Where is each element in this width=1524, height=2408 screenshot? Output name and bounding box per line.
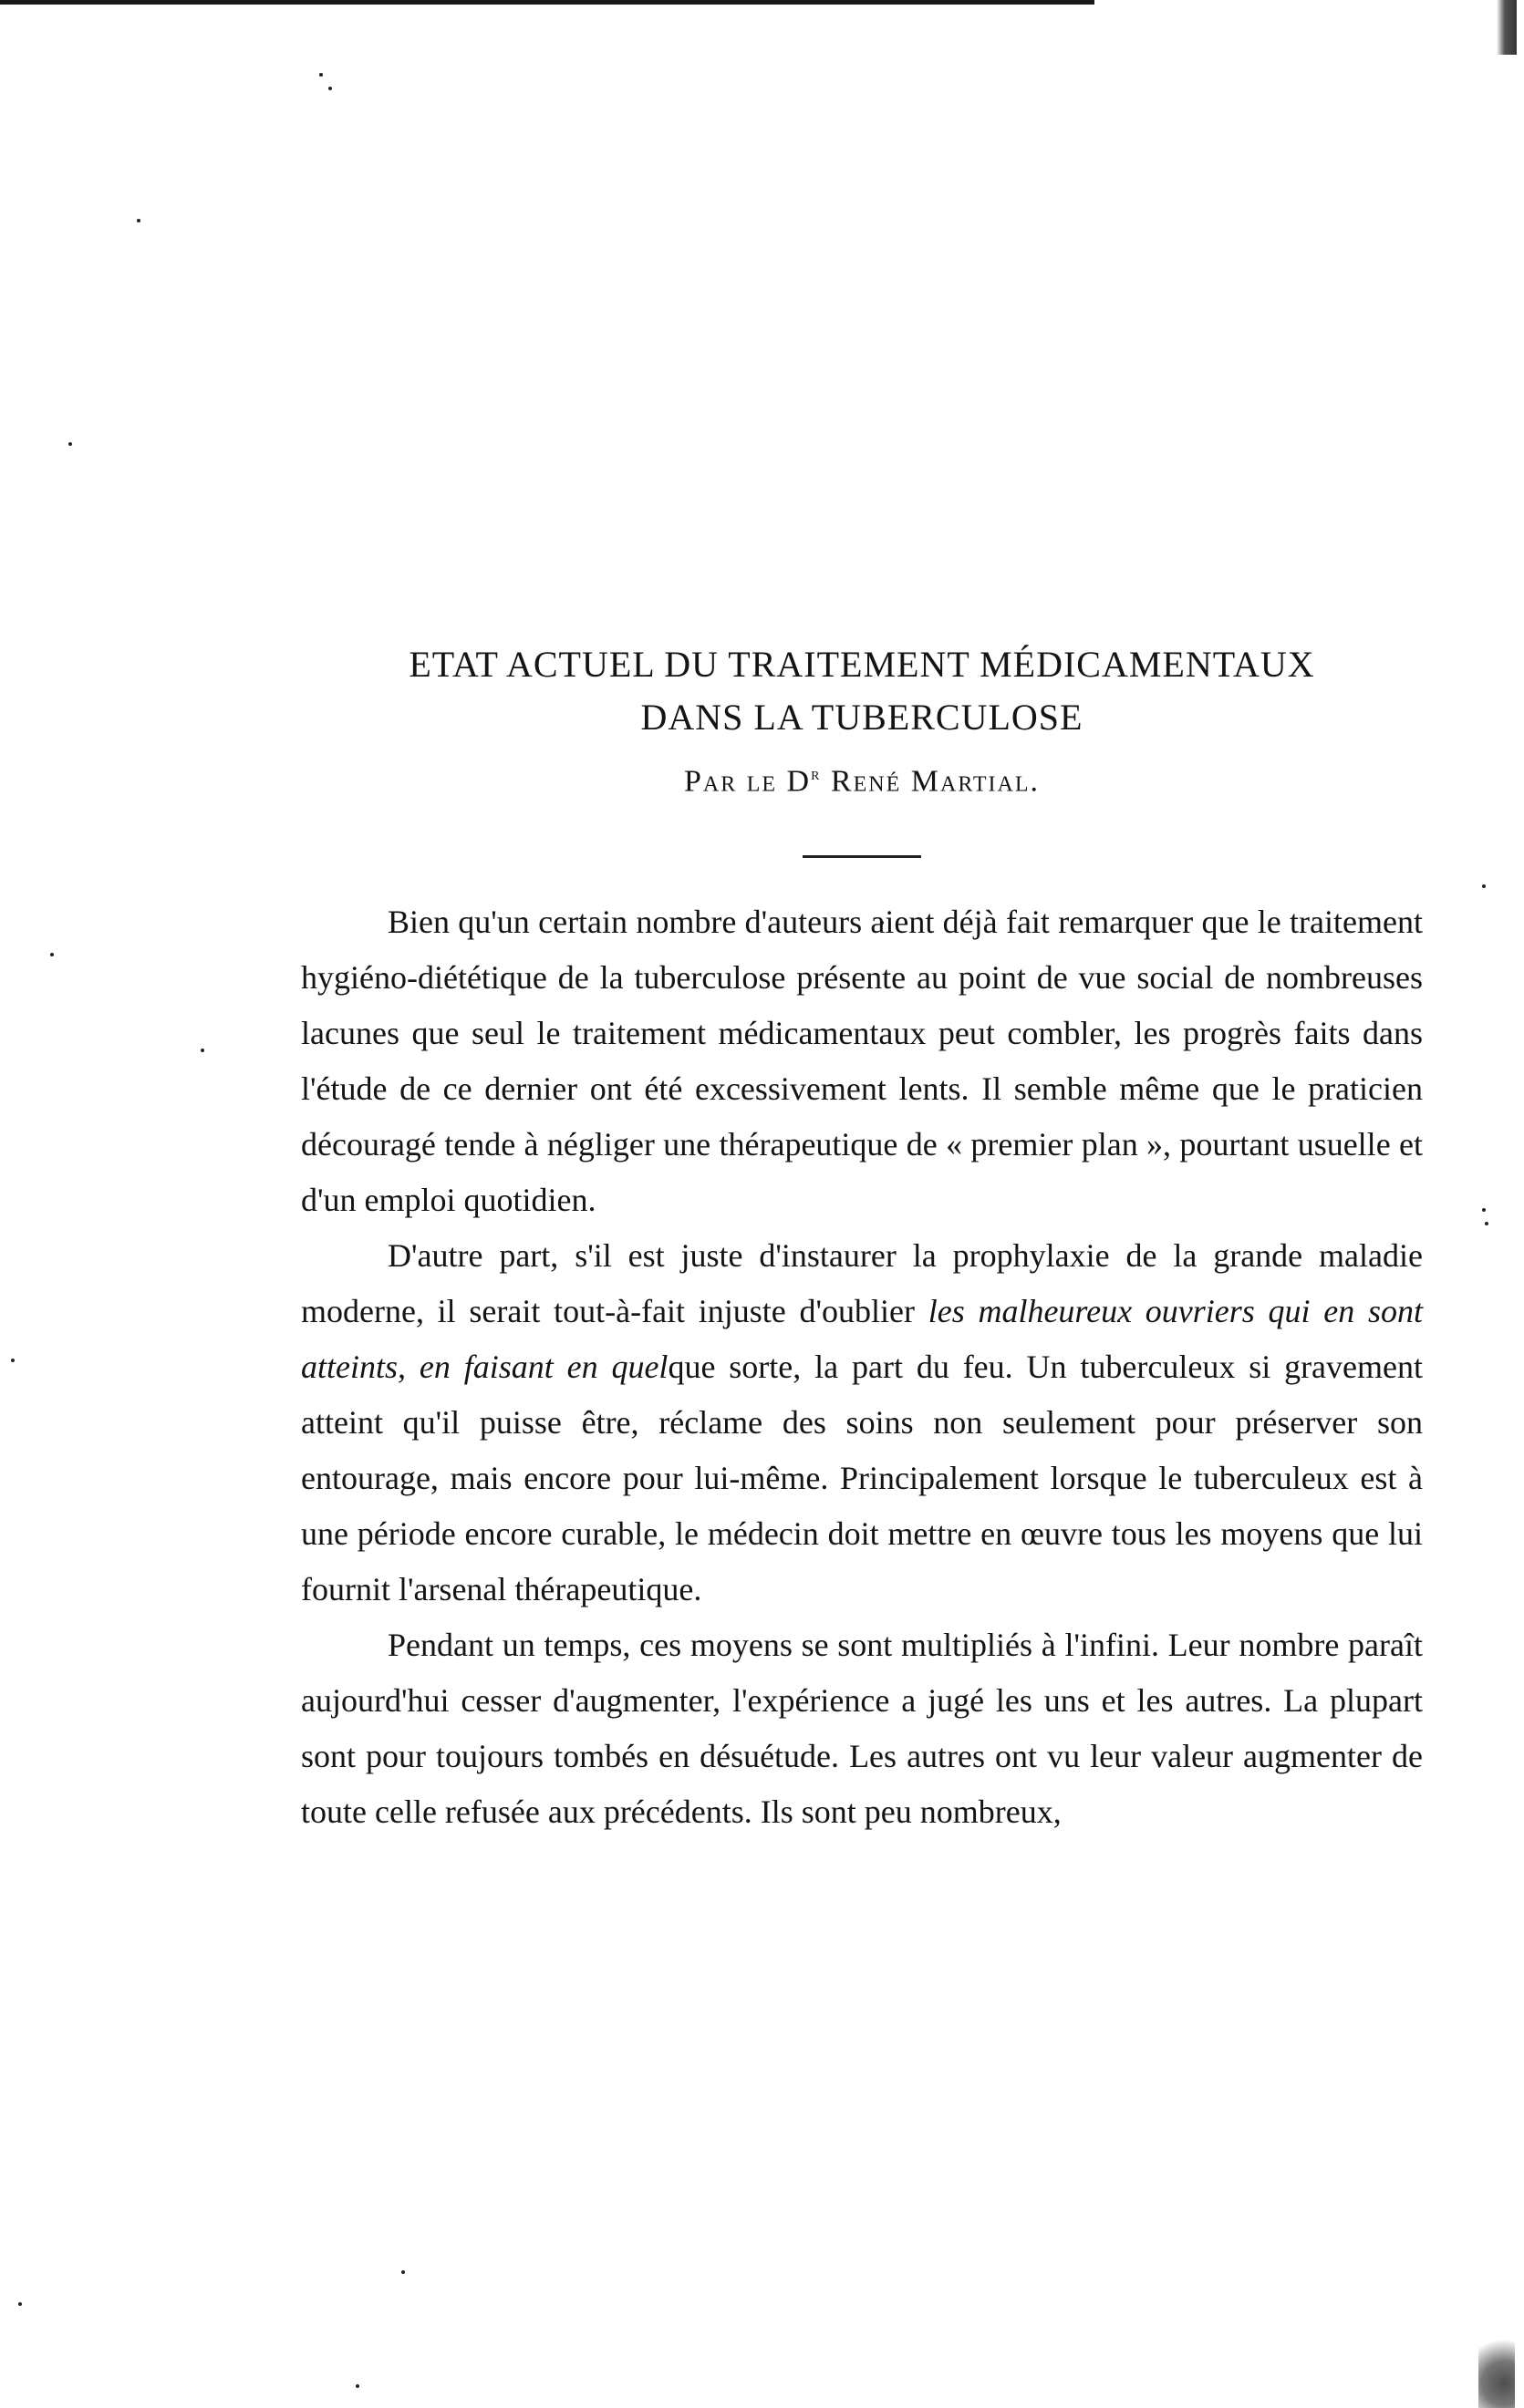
article-title-line1: ETAT ACTUEL DU TRAITEMENT MÉDICAMENTAUX <box>409 644 1315 685</box>
scan-speck <box>18 2302 22 2306</box>
scan-speck <box>356 2384 359 2388</box>
scan-speck <box>137 219 140 222</box>
article-page <box>301 638 1423 1840</box>
author-name: René Martial. <box>821 764 1041 799</box>
scan-speck <box>1485 1222 1488 1225</box>
author-title-sup: r <box>811 764 822 784</box>
scan-edge-mark <box>1497 0 1517 55</box>
scan-speck <box>1482 884 1486 888</box>
scan-speck <box>201 1049 204 1052</box>
paragraph-1: Bien qu'un certain nombre d'auteurs aient déjà fait remarquer que le traitement hygiéno-diététique de la tuberculose présente au point de vue social de nombreuses lacunes que seul le traitement médicamentaux peut combler, les progrès faits dans l'étude de ce dernier ont été excessivement lents. Il semble même que le praticien découragé tende à négliger une thérapeutique de « premier plan », pourtant usuelle et d'un emploi quotidien. <box>301 904 1423 1219</box>
article-author <box>301 764 1423 799</box>
scan-speck <box>50 953 54 956</box>
scan-speck <box>401 2270 405 2274</box>
article-body <box>301 894 1423 1840</box>
scan-speck <box>328 87 332 90</box>
paragraph-2-text-start: D'autre part, s'il est juste d'instaurer la prophylaxie de la grande maladie moderne, il serait tout-à-fait injuste d'oublier <box>301 1237 1423 1330</box>
paragraph-2-italic-passage: les malheureux ouvriers qui en sont atteints, en faisant en quel <box>301 1293 1423 1386</box>
paragraph-2-text-end: que sorte, la part du feu. Un tuberculeux si gravement atteint qu'il puisse être, réclame des soins non seulement pour préserver son entourage, mais encore pour lui-même. Principalement lorsque le tuberculeux est à une période encore curable, le médecin doit mettre en œuvre tous les moyens que lui fournit l'arsenal thérapeutique. <box>301 1349 1423 1608</box>
author-prefix: Par le D <box>683 764 812 799</box>
scan-speck <box>68 442 72 446</box>
paragraph-2 <box>301 1228 1423 1617</box>
scan-edge-mark-bottom <box>1478 2326 1515 2408</box>
paragraph-3: Pendant un temps, ces moyens se sont multipliés à l'infini. Leur nombre paraît aujourd'hui cesser d'augmenter, l'expérience a jugé les uns et les autres. La plupart sont pour toujours tombés en désuétude. Les autres ont vu leur valeur augmenter de toute celle refusée aux précédents. Ils sont peu nombreux, <box>301 1627 1423 1831</box>
scan-speck <box>11 1359 15 1362</box>
scan-speck <box>319 73 323 77</box>
article-title <box>301 638 1423 744</box>
article-title-line2: DANS LA TUBERCULOSE <box>640 697 1083 738</box>
title-separator-rule <box>803 855 921 858</box>
scan-speck <box>1482 1208 1486 1212</box>
scan-top-rule <box>0 0 1094 5</box>
